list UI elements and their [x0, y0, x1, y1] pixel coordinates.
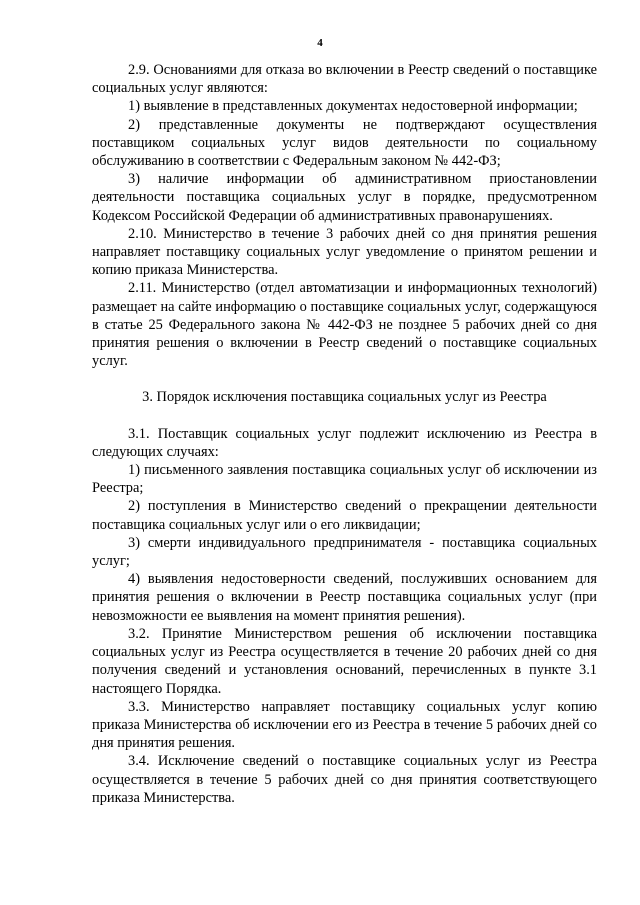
list-item-2-9-2: 2) представленные документы не подтверждают осуществления поставщиком социальных услуг видов деятельности по социальному обслуживанию в соответствии с Федеральным законом № 442-ФЗ; — [92, 116, 597, 170]
paragraph-3-3: 3.3. Министерство направляет поставщику социальных услуг копию приказа Министерства об исключении его из Реестра в течение 5 рабочих дней со дня принятия решения. — [92, 698, 597, 752]
paragraph-3-4: 3.4. Исключение сведений о поставщике социальных услуг из Реестра осуществляется в течение 5 рабочих дней со дня принятия соответствующего приказа Министерства. — [92, 753, 597, 806]
paragraph-2-10: 2.10. Министерство в течение 3 рабочих дней со дня принятия решения направляет поставщику социальных услуг уведомление о принятом решении и копию приказа Министерства. — [92, 225, 597, 279]
list-item-3-1-1: 1) письменного заявления поставщика социальных услуг об исключении из Реестра; — [92, 462, 597, 497]
list-item-2-9-3: 3) наличие информации об административном приостановлении деятельности поставщика социальных услуг в порядке, предусмотренном Кодексом Российской Федерации об административных правонарушениях. — [92, 171, 597, 224]
paragraph-2-9: 2.9. Основаниями для отказа во включении в Реестр сведений о поставщике социальных услуг являются: — [92, 62, 597, 97]
list-item-3-1-4: 4) выявления недостоверности сведений, послуживших основанием для принятия решения о включении в Реестр поставщика социальных услуг (при невозможности ее выявления на момент принятия решения). — [92, 571, 597, 624]
section-3-heading: 3. Порядок исключения поставщика социальных услуг из Реестра — [142, 389, 547, 406]
paragraph-2-11: 2.11. Министерство (отдел автоматизации и информационных технологий) размещает на сайте информацию о поставщике социальных услуг, содержащуюся в статье 25 Федерального закона № 442-ФЗ не позднее 5 рабочих дней со дня принятия решения о включении в Реестр сведений о поставщике социальных услуг. — [92, 280, 597, 370]
list-item-3-1-3: 3) смерти индивидуального предпринимателя - поставщика социальных услуг; — [92, 534, 597, 570]
list-item-2-9-1: 1) выявление в представленных документах недостоверной информации; — [128, 98, 578, 115]
paragraph-3-1: 3.1. Поставщик социальных услуг подлежит исключению из Реестра в следующих случаях: — [92, 425, 597, 460]
paragraph-3-2: 3.2. Принятие Министерством решения об исключении поставщика социальных услуг из Реестра осуществляется в течение 20 рабочих дней со дня получения сведений и установления оснований, перечисленных в пункте 3.1 настоящего Порядка. — [92, 625, 597, 697]
list-item-3-1-2: 2) поступления в Министерство сведений о прекращении деятельности поставщика социальных услуг или о его ликвидации; — [92, 498, 597, 533]
page-number: 4 — [317, 37, 323, 49]
document-body — [92, 61, 597, 807]
